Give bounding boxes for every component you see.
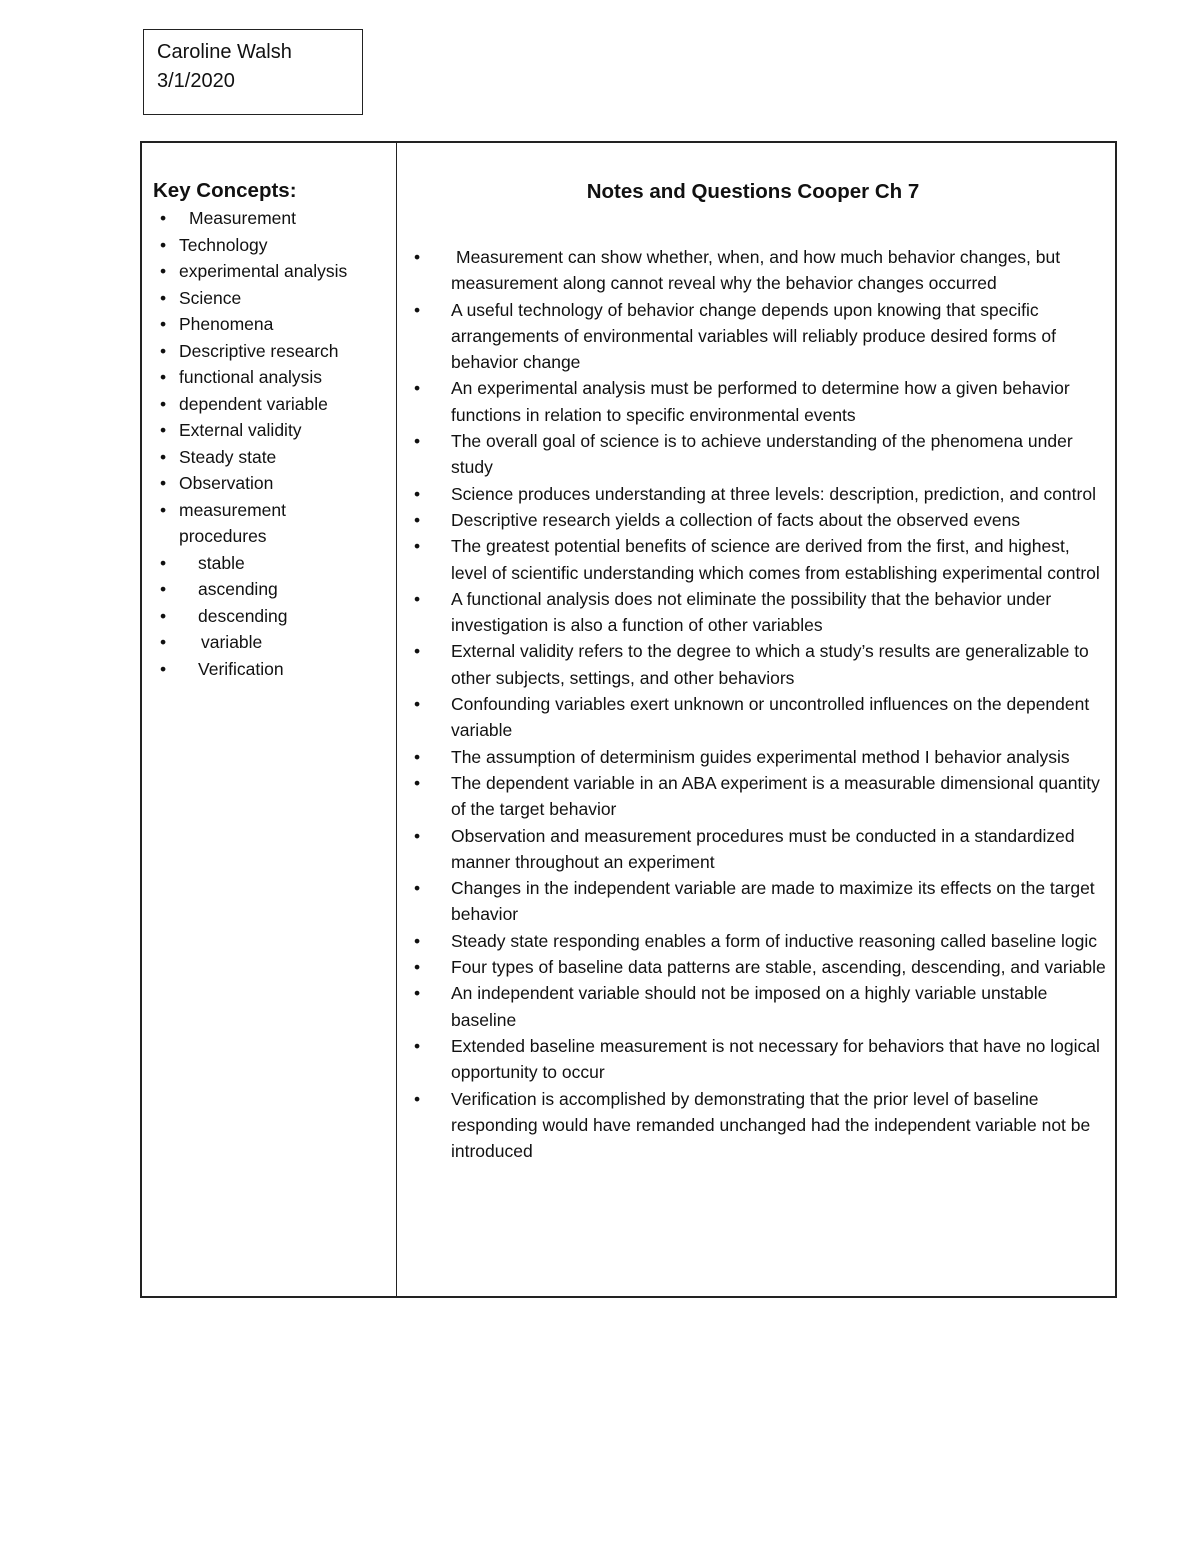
key-concept-item: • Science xyxy=(153,285,396,312)
note-item: • Observation and measurement procedures must be conducted in a standardized manner throughout an experiment xyxy=(411,823,1109,876)
note-item: • Changes in the independent variable are made to maximize its effects on the target behavior xyxy=(411,875,1109,928)
key-concept-item: • Measurement xyxy=(153,205,396,232)
notes-table xyxy=(140,141,1117,1298)
key-concepts-title: Key Concepts: xyxy=(153,179,297,202)
note-item: • An independent variable should not be imposed on a highly variable unstable baseline xyxy=(411,980,1109,1033)
key-concept-item: • Descriptive research xyxy=(153,338,396,365)
note-item: • Confounding variables exert unknown or uncontrolled influences on the dependent variable xyxy=(411,691,1109,744)
note-item: • The greatest potential benefits of science are derived from the first, and highest, level of scientific understanding which comes from establishing experimental control xyxy=(411,533,1109,586)
author-name: Caroline Walsh xyxy=(157,41,292,63)
key-concept-item: • variable xyxy=(153,629,396,656)
key-concept-item: • stable xyxy=(153,550,396,577)
note-item: • A useful technology of behavior change depends upon knowing that specific arrangements of environmental variables will reliably produce desired forms of behavior change xyxy=(411,297,1109,376)
key-concept-item: • Observation xyxy=(153,470,396,497)
note-item: • The overall goal of science is to achieve understanding of the phenomena under study xyxy=(411,428,1109,481)
key-concept-item: • experimental analysis xyxy=(153,258,396,285)
key-concepts-column xyxy=(142,143,397,1296)
key-concept-item: • Phenomena xyxy=(153,311,396,338)
key-concept-item: • External validity xyxy=(153,417,396,444)
note-item: • A functional analysis does not eliminate the possibility that the behavior under investigation is also a function of other variables xyxy=(411,586,1109,639)
note-item: • Descriptive research yields a collection of facts about the observed evens xyxy=(411,507,1109,533)
note-item: • Steady state responding enables a form of inductive reasoning called baseline logic xyxy=(411,928,1109,954)
note-item: • Measurement can show whether, when, and how much behavior changes, but measurement along cannot reveal why the behavior changes occurred xyxy=(411,244,1109,297)
date: 3/1/2020 xyxy=(157,70,235,92)
notes-title: Notes and Questions Cooper Ch 7 xyxy=(586,180,920,203)
key-concept-item: • ascending xyxy=(153,576,396,603)
key-concept-item: • Technology xyxy=(153,232,396,259)
key-concept-item: • descending xyxy=(153,603,396,630)
note-item: • Science produces understanding at three levels: description, prediction, and control xyxy=(411,481,1109,507)
key-concepts-list xyxy=(153,205,396,682)
note-item: • External validity refers to the degree to which a study’s results are generalizable to other subjects, settings, and other behaviors xyxy=(411,638,1109,691)
key-concept-item: • functional analysis xyxy=(153,364,396,391)
key-concept-item: • measurement procedures xyxy=(153,497,319,550)
note-item: • Four types of baseline data patterns are stable, ascending, descending, and variable xyxy=(411,954,1109,980)
key-concept-item: • Verification xyxy=(153,656,396,683)
key-concept-item: • Steady state xyxy=(153,444,396,471)
note-item: • The assumption of determinism guides experimental method I behavior analysis xyxy=(411,744,1109,770)
name-date-box xyxy=(143,29,363,115)
note-item: • The dependent variable in an ABA experiment is a measurable dimensional quantity of the target behavior xyxy=(411,770,1109,823)
key-concept-item: • dependent variable xyxy=(153,391,396,418)
note-item: • Verification is accomplished by demonstrating that the prior level of baseline responding would have remanded unchanged had the independent variable not be introduced xyxy=(411,1086,1109,1165)
notes-column xyxy=(397,143,1115,1296)
note-item: • An experimental analysis must be performed to determine how a given behavior functions in relation to specific environmental events xyxy=(411,375,1109,428)
notes-list xyxy=(411,244,1109,1164)
note-item: • Extended baseline measurement is not necessary for behaviors that have no logical opportunity to occur xyxy=(411,1033,1109,1086)
